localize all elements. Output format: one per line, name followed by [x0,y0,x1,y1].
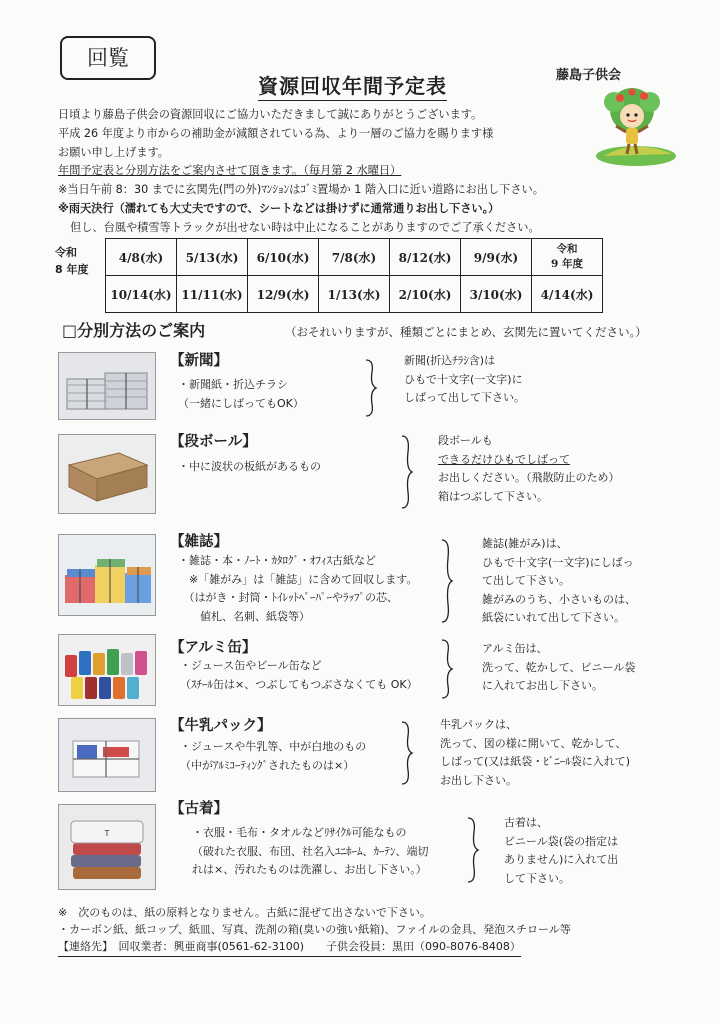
section-note: （おそれいりますが、種類ごとにまとめ、玄関先に置いてください。） [285,325,647,339]
category-description [178,376,304,413]
desc-line: ・衣服・毛布・タオルなどﾘｻｲｸﾙ可能なもの [192,826,407,839]
year-label [55,244,88,278]
desc-line: ・ジュース缶やビール缶など [180,659,322,672]
category-description [192,824,429,880]
cans-photo [58,634,156,706]
year-label-number: 8 年度 [55,263,89,276]
organization-name: 藤島子供会 [556,68,622,83]
desc-line: （一緒にしばってもOK） [178,396,304,410]
section-heading: □分別方法のご案内 [62,321,206,340]
category-description [180,738,366,775]
category-title: 【古着】 [170,801,228,817]
desc-line: れは×、汚れたものは洗濯し、お出し下さい。） [192,863,427,876]
schedule-cell: 5/13(水) [177,239,248,276]
instr-line: て出して下さい。 [482,574,570,587]
category-title: 【アルミ缶】 [170,640,257,656]
magazines-photo [58,534,156,616]
schedule-cell: 12/9(水) [248,276,319,313]
intro-line-2: 平成 26 年度より市からの補助金が減額されている為、より一層のご協力を賜ります様 [58,126,494,140]
instr-line: 牛乳パックは、 [440,718,517,731]
cardboard-photo [58,434,156,514]
category-description [178,458,321,477]
next-year-label-cell [532,239,603,276]
instr-line: 雑がみのうち、小さいものは、 [482,592,636,606]
category-instructions [482,535,636,628]
instr-line: ひもで十文字(一文字)に [404,372,523,386]
schedule-table [105,238,603,313]
instr-line: に入れてお出し下さい。 [482,679,603,692]
desc-line: ・新聞紙・折込チラシ [178,378,288,391]
category-instructions [404,352,525,408]
schedule-cell: 4/14(水) [532,276,603,313]
instr-line: 雑誌(雑がみ)は、 [482,537,568,550]
year-label-era: 令和 [55,246,77,259]
schedule-row [106,276,603,313]
schedule-cell: 3/10(水) [461,276,532,313]
intro-line-3: お願い申し上げます。 [58,145,169,159]
instr-line: ビニール袋(袋の指定は [504,834,619,848]
schedule-cell: 6/10(水) [248,239,319,276]
desc-line: 値札、名刺、紙袋等） [178,609,310,623]
intro-line-4: 年間予定表と分別方法をご案内させて頂きます。（毎月第 2 水曜日） [58,164,402,178]
schedule-row [106,239,603,276]
desc-line: （はがき・封筒・ﾄｲﾚｯﾄﾍﾟｰﾊﾟｰやﾗｯﾌﾟの芯、 [178,591,398,604]
instr-line: 段ボールも [438,434,493,447]
category-title: 【段ボール】 [170,434,257,450]
page-title: 資源回収年間予定表 [258,70,447,101]
next-year-number: 9 年度 [551,258,583,270]
kairan-box: 回覧 [60,36,156,80]
schedule-cell: 8/12(水) [390,239,461,276]
instr-line: 洗って、図の様に開いて、乾かして、 [440,736,627,750]
intro-text [58,106,618,238]
instr-line: して下さい。 [504,871,570,885]
desc-line: （中がｱﾙﾐｺｰﾃｨﾝｸﾞされたものは×） [180,758,355,772]
desc-line: （ｽﾁｰﾙ缶は×、つぶしてもつぶさなくても OK） [180,677,418,691]
footer-line-1: ※ 次のものは、紙の原料となりません。古紙に混ぜて出さないで下さい。 [58,906,431,919]
newspaper-photo [58,352,156,420]
intro-line-7: 但し、台風や積雪等トラックが出せない時は中止になることがありますのでご了承ください。 [70,220,540,234]
category-title: 【新聞】 [170,353,228,369]
instr-line: アルミ缶は、 [482,642,548,655]
right-brace-icon [400,434,414,510]
right-brace-icon [400,720,414,786]
category-instructions [482,640,635,696]
schedule-cell: 1/13(水) [319,276,390,313]
instr-line: ひもで十文字(一文字)にしばっ [482,555,634,569]
instr-line: 箱はつぶして下さい。 [438,489,548,503]
category-description [180,657,418,694]
intro-line-6: ※雨天決行（濡れても大丈夫ですので、シートなどは掛けずに通常通りお出し下さい。） [58,201,500,215]
right-brace-icon [364,358,378,418]
footer-line-2: ・カーボン紙、紙コップ、紙皿、写真、洗剤の箱(臭いの強い紙箱)、ファイルの金具、発泡スチロール等 [58,923,571,936]
category-title: 【雑誌】 [170,534,228,550]
instr-line: できるだけひもでしばって [438,452,570,466]
schedule-cell: 9/9(水) [461,239,532,276]
desc-line: ※「雑がみ」は「雑誌」に含めて回収します。 [178,572,418,586]
schedule-cell: 11/11(水) [177,276,248,313]
schedule-cell: 7/8(水) [319,239,390,276]
right-brace-icon [440,638,454,700]
instr-line: ありません)に入れて出 [504,853,619,866]
next-year-era: 令和 [556,243,578,255]
milk-carton-photo [58,718,156,792]
instr-line: 古着は、 [504,816,548,829]
instr-line: しばって出して下さい。 [404,391,525,404]
schedule-cell: 4/8(水) [106,239,177,276]
category-instructions [504,814,618,888]
desc-line: ・雑誌・本・ﾉｰﾄ・ｶﾀﾛｸﾞ・ｵﾌｨｽ古紙など [178,554,376,567]
instr-line: 新聞(折込ﾁﾗｼ含)は [404,354,496,367]
instr-line: お出し下さい。 [440,773,517,787]
intro-line-5: ※当日午前 8：30 までに玄関先(門の外)ﾏﾝｼｮﾝはｺﾞﾐ置場か 1 階入口に近い道路にお出し下さい。 [58,183,544,197]
category-title: 【牛乳パック】 [170,718,272,734]
clothing-photo [58,804,156,890]
svg-text:T: T [104,829,110,838]
category-instructions [440,716,630,790]
right-brace-icon [440,538,454,624]
footer-notes [58,904,571,957]
instr-line: 紙袋にいれて出して下さい。 [482,611,625,624]
instr-line: 洗って、乾かして、ビニール袋 [482,660,636,674]
desc-line: ・中に波状の板紙があるもの [178,460,321,473]
instr-line: お出しください。（飛散防止のため） [438,471,620,484]
intro-line-1: 日頃より藤島子供会の資源回収にご協力いただきまして誠にありがとうございます。 [58,108,483,121]
category-description [178,552,417,626]
contact-info: 【連絡先】 回収業者：興亜商事(0561-62-3100) 子供会役員：黒田（090-8076-8408） [58,938,521,957]
instr-line: しばって(又は紙袋・ﾋﾞﾆｰﾙ袋に入れて) [440,755,631,768]
schedule-cell: 2/10(水) [390,276,461,313]
schedule-cell: 10/14(水) [106,276,177,313]
right-brace-icon [466,816,480,884]
desc-line: （破れた衣服、布団、社名入ﾕﾆﾎｰﾑ、ｶｰﾃﾝ、端切 [192,844,429,858]
category-instructions [438,432,620,506]
desc-line: ・ジュースや牛乳等、中が白地のもの [180,740,367,753]
